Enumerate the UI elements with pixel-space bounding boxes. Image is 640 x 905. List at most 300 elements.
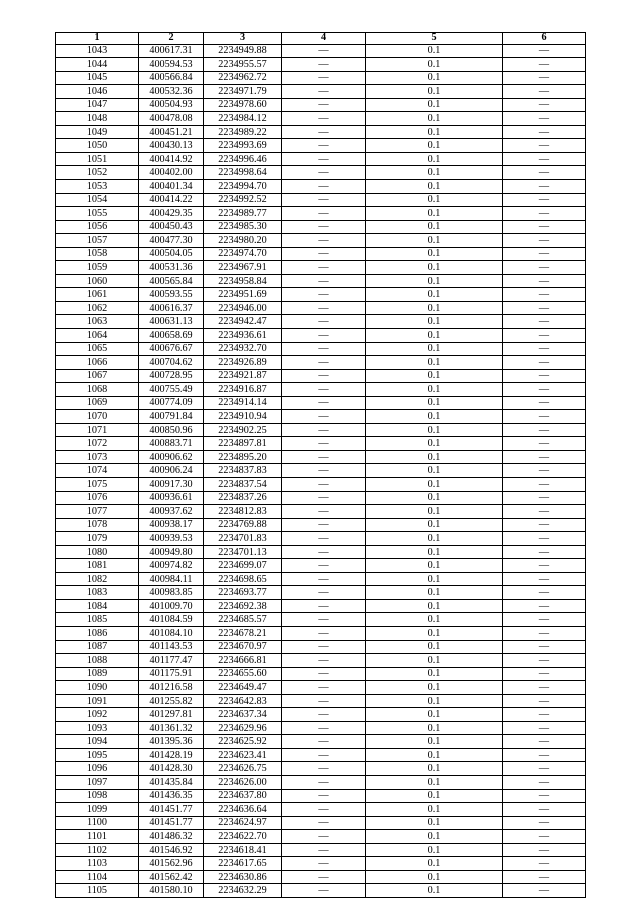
point-number-cell: 1068 — [56, 383, 139, 397]
x-coordinate-cell: 401562.96 — [139, 857, 204, 871]
table-row — [56, 396, 586, 410]
x-coordinate-cell: 400429.35 — [139, 207, 204, 221]
table-row — [56, 179, 586, 193]
column-6-cell: — — [503, 383, 586, 397]
column-5-cell: 0.1 — [366, 789, 503, 803]
column-6-cell: — — [503, 193, 586, 207]
x-coordinate-cell: 400414.92 — [139, 152, 204, 166]
y-coordinate-cell: 2234812.83 — [204, 505, 282, 519]
y-coordinate-cell: 2234837.54 — [204, 478, 282, 492]
x-coordinate-cell: 401084.10 — [139, 627, 204, 641]
column-4-cell: — — [282, 166, 366, 180]
table-row — [56, 559, 586, 573]
x-coordinate-cell: 401428.19 — [139, 748, 204, 762]
column-4-cell: — — [282, 518, 366, 532]
table-row — [56, 125, 586, 139]
column-5-cell: 0.1 — [366, 342, 503, 356]
table-row — [56, 735, 586, 749]
y-coordinate-cell: 2234971.79 — [204, 85, 282, 99]
column-5-cell: 0.1 — [366, 870, 503, 884]
column-5-cell: 0.1 — [366, 166, 503, 180]
point-number-cell: 1075 — [56, 478, 139, 492]
x-coordinate-cell: 400616.37 — [139, 301, 204, 315]
point-number-cell: 1070 — [56, 410, 139, 424]
table-row — [56, 58, 586, 72]
table-row — [56, 803, 586, 817]
point-number-cell: 1065 — [56, 342, 139, 356]
column-5-cell: 0.1 — [366, 599, 503, 613]
point-number-cell: 1089 — [56, 667, 139, 681]
column-5-cell: 0.1 — [366, 437, 503, 451]
column-5-cell: 0.1 — [366, 478, 503, 492]
x-coordinate-cell: 401562.42 — [139, 870, 204, 884]
x-coordinate-cell: 401255.82 — [139, 694, 204, 708]
y-coordinate-cell: 2234837.26 — [204, 491, 282, 505]
column-5-cell: 0.1 — [366, 857, 503, 871]
point-number-cell: 1066 — [56, 356, 139, 370]
y-coordinate-cell: 2234625.92 — [204, 735, 282, 749]
column-6-cell: — — [503, 396, 586, 410]
table-row — [56, 599, 586, 613]
column-6-cell: — — [503, 369, 586, 383]
x-coordinate-cell: 400566.84 — [139, 71, 204, 85]
column-6-cell: — — [503, 559, 586, 573]
y-coordinate-cell: 2234624.97 — [204, 816, 282, 830]
column-5-cell: 0.1 — [366, 58, 503, 72]
y-coordinate-cell: 2234942.47 — [204, 315, 282, 329]
column-4-cell: — — [282, 356, 366, 370]
column-5-cell: 0.1 — [366, 667, 503, 681]
column-4-cell: — — [282, 315, 366, 329]
point-number-cell: 1073 — [56, 450, 139, 464]
y-coordinate-cell: 2234769.88 — [204, 518, 282, 532]
table-row — [56, 518, 586, 532]
x-coordinate-cell: 401361.32 — [139, 721, 204, 735]
column-5-cell: 0.1 — [366, 85, 503, 99]
y-coordinate-cell: 2234951.69 — [204, 288, 282, 302]
table-row — [56, 85, 586, 99]
column-6-cell: — — [503, 830, 586, 844]
column-6-cell: — — [503, 748, 586, 762]
point-number-cell: 1078 — [56, 518, 139, 532]
y-coordinate-cell: 2234895.20 — [204, 450, 282, 464]
column-6-cell: — — [503, 505, 586, 519]
point-number-cell: 1062 — [56, 301, 139, 315]
table-row — [56, 572, 586, 586]
x-coordinate-cell: 400906.24 — [139, 464, 204, 478]
y-coordinate-cell: 2234637.34 — [204, 708, 282, 722]
point-number-cell: 1087 — [56, 640, 139, 654]
column-5-cell: 0.1 — [366, 247, 503, 261]
x-coordinate-cell: 400974.82 — [139, 559, 204, 573]
column-header-6: 6 — [503, 33, 586, 45]
column-5-cell: 0.1 — [366, 98, 503, 112]
column-5-cell: 0.1 — [366, 803, 503, 817]
column-5-cell: 0.1 — [366, 518, 503, 532]
point-number-cell: 1063 — [56, 315, 139, 329]
point-number-cell: 1098 — [56, 789, 139, 803]
y-coordinate-cell: 2234916.87 — [204, 383, 282, 397]
column-6-cell: — — [503, 572, 586, 586]
y-coordinate-cell: 2234989.77 — [204, 207, 282, 221]
column-4-cell: — — [282, 383, 366, 397]
table-row — [56, 748, 586, 762]
column-6-cell: — — [503, 125, 586, 139]
column-6-cell: — — [503, 152, 586, 166]
x-coordinate-cell: 400631.13 — [139, 315, 204, 329]
point-number-cell: 1093 — [56, 721, 139, 735]
column-5-cell: 0.1 — [366, 843, 503, 857]
column-4-cell: — — [282, 478, 366, 492]
column-6-cell: — — [503, 464, 586, 478]
column-6-cell: — — [503, 220, 586, 234]
x-coordinate-cell: 400917.30 — [139, 478, 204, 492]
column-4-cell: — — [282, 681, 366, 695]
table-row — [56, 274, 586, 288]
column-5-cell: 0.1 — [366, 383, 503, 397]
column-5-cell: 0.1 — [366, 884, 503, 898]
x-coordinate-cell: 401216.58 — [139, 681, 204, 695]
column-4-cell: — — [282, 464, 366, 478]
x-coordinate-cell: 400850.96 — [139, 423, 204, 437]
x-coordinate-cell: 401436.35 — [139, 789, 204, 803]
y-coordinate-cell: 2234618.41 — [204, 843, 282, 857]
x-coordinate-cell: 401084.59 — [139, 613, 204, 627]
column-4-cell: — — [282, 71, 366, 85]
table-row — [56, 410, 586, 424]
column-5-cell: 0.1 — [366, 112, 503, 126]
column-4-cell: — — [282, 640, 366, 654]
column-4-cell: — — [282, 586, 366, 600]
column-4-cell: — — [282, 762, 366, 776]
point-number-cell: 1047 — [56, 98, 139, 112]
column-6-cell: — — [503, 857, 586, 871]
column-6-cell: — — [503, 586, 586, 600]
column-6-cell: — — [503, 654, 586, 668]
column-4-cell: — — [282, 207, 366, 221]
table-row — [56, 247, 586, 261]
x-coordinate-cell: 400939.53 — [139, 532, 204, 546]
point-number-cell: 1097 — [56, 776, 139, 790]
column-4-cell: — — [282, 830, 366, 844]
y-coordinate-cell: 2234962.72 — [204, 71, 282, 85]
point-number-cell: 1061 — [56, 288, 139, 302]
column-5-cell: 0.1 — [366, 681, 503, 695]
column-5-cell: 0.1 — [366, 505, 503, 519]
column-5-cell: 0.1 — [366, 776, 503, 790]
column-6-cell: — — [503, 681, 586, 695]
point-number-cell: 1074 — [56, 464, 139, 478]
column-6-cell: — — [503, 85, 586, 99]
point-number-cell: 1090 — [56, 681, 139, 695]
y-coordinate-cell: 2234989.22 — [204, 125, 282, 139]
column-4-cell: — — [282, 58, 366, 72]
column-4-cell: — — [282, 193, 366, 207]
column-4-cell: — — [282, 667, 366, 681]
column-4-cell: — — [282, 139, 366, 153]
table-row — [56, 112, 586, 126]
y-coordinate-cell: 2234637.80 — [204, 789, 282, 803]
column-5-cell: 0.1 — [366, 762, 503, 776]
y-coordinate-cell: 2234642.83 — [204, 694, 282, 708]
point-number-cell: 1081 — [56, 559, 139, 573]
table-row — [56, 857, 586, 871]
column-5-cell: 0.1 — [366, 694, 503, 708]
x-coordinate-cell: 400414.22 — [139, 193, 204, 207]
column-header-5: 5 — [366, 33, 503, 45]
point-number-cell: 1060 — [56, 274, 139, 288]
column-6-cell: — — [503, 735, 586, 749]
table-row — [56, 721, 586, 735]
y-coordinate-cell: 2234974.70 — [204, 247, 282, 261]
column-4-cell: — — [282, 342, 366, 356]
y-coordinate-cell: 2234921.87 — [204, 369, 282, 383]
point-number-cell: 1092 — [56, 708, 139, 722]
column-4-cell: — — [282, 627, 366, 641]
x-coordinate-cell: 400728.95 — [139, 369, 204, 383]
x-coordinate-cell: 401486.32 — [139, 830, 204, 844]
column-5-cell: 0.1 — [366, 613, 503, 627]
column-4-cell: — — [282, 125, 366, 139]
table-row — [56, 545, 586, 559]
column-4-cell: — — [282, 884, 366, 898]
column-6-cell: — — [503, 789, 586, 803]
table-row — [56, 44, 586, 58]
column-4-cell: — — [282, 748, 366, 762]
point-number-cell: 1044 — [56, 58, 139, 72]
column-5-cell: 0.1 — [366, 301, 503, 315]
point-number-cell: 1105 — [56, 884, 139, 898]
column-6-cell: — — [503, 234, 586, 248]
column-header-2: 2 — [139, 33, 204, 45]
column-5-cell: 0.1 — [366, 572, 503, 586]
column-4-cell: — — [282, 776, 366, 790]
column-5-cell: 0.1 — [366, 44, 503, 58]
column-6-cell: — — [503, 301, 586, 315]
column-5-cell: 0.1 — [366, 735, 503, 749]
coordinates-table — [55, 32, 586, 898]
table-row — [56, 586, 586, 600]
column-4-cell: — — [282, 247, 366, 261]
table-row — [56, 505, 586, 519]
column-4-cell: — — [282, 396, 366, 410]
y-coordinate-cell: 2234926.89 — [204, 356, 282, 370]
x-coordinate-cell: 400565.84 — [139, 274, 204, 288]
column-6-cell: — — [503, 532, 586, 546]
table-row — [56, 356, 586, 370]
column-6-cell: — — [503, 410, 586, 424]
y-coordinate-cell: 2234701.83 — [204, 532, 282, 546]
x-coordinate-cell: 401177.47 — [139, 654, 204, 668]
x-coordinate-cell: 400531.36 — [139, 261, 204, 275]
column-6-cell: — — [503, 166, 586, 180]
point-number-cell: 1052 — [56, 166, 139, 180]
y-coordinate-cell: 2234698.65 — [204, 572, 282, 586]
column-5-cell: 0.1 — [366, 152, 503, 166]
x-coordinate-cell: 401175.91 — [139, 667, 204, 681]
column-5-cell: 0.1 — [366, 207, 503, 221]
column-4-cell: — — [282, 301, 366, 315]
column-4-cell: — — [282, 613, 366, 627]
column-5-cell: 0.1 — [366, 640, 503, 654]
column-5-cell: 0.1 — [366, 369, 503, 383]
x-coordinate-cell: 400791.84 — [139, 410, 204, 424]
y-coordinate-cell: 2234837.83 — [204, 464, 282, 478]
table-row — [56, 627, 586, 641]
x-coordinate-cell: 400593.55 — [139, 288, 204, 302]
document-page — [55, 32, 585, 898]
column-4-cell: — — [282, 179, 366, 193]
y-coordinate-cell: 2234629.96 — [204, 721, 282, 735]
y-coordinate-cell: 2234993.69 — [204, 139, 282, 153]
column-5-cell: 0.1 — [366, 356, 503, 370]
table-row — [56, 789, 586, 803]
column-5-cell: 0.1 — [366, 721, 503, 735]
point-number-cell: 1053 — [56, 179, 139, 193]
point-number-cell: 1104 — [56, 870, 139, 884]
column-4-cell: — — [282, 559, 366, 573]
point-number-cell: 1076 — [56, 491, 139, 505]
column-4-cell: — — [282, 112, 366, 126]
table-row — [56, 220, 586, 234]
column-4-cell: — — [282, 220, 366, 234]
x-coordinate-cell: 400936.61 — [139, 491, 204, 505]
table-row — [56, 301, 586, 315]
table-row — [56, 843, 586, 857]
table-row — [56, 654, 586, 668]
point-number-cell: 1064 — [56, 328, 139, 342]
point-number-cell: 1050 — [56, 139, 139, 153]
column-4-cell: — — [282, 152, 366, 166]
y-coordinate-cell: 2234655.60 — [204, 667, 282, 681]
point-number-cell: 1054 — [56, 193, 139, 207]
y-coordinate-cell: 2234626.00 — [204, 776, 282, 790]
column-4-cell: — — [282, 721, 366, 735]
table-row — [56, 437, 586, 451]
x-coordinate-cell: 400938.17 — [139, 518, 204, 532]
column-5-cell: 0.1 — [366, 139, 503, 153]
point-number-cell: 1051 — [56, 152, 139, 166]
column-6-cell: — — [503, 247, 586, 261]
point-number-cell: 1102 — [56, 843, 139, 857]
y-coordinate-cell: 2234996.46 — [204, 152, 282, 166]
point-number-cell: 1091 — [56, 694, 139, 708]
x-coordinate-cell: 400984.11 — [139, 572, 204, 586]
point-number-cell: 1059 — [56, 261, 139, 275]
y-coordinate-cell: 2234994.70 — [204, 179, 282, 193]
column-6-cell: — — [503, 342, 586, 356]
point-number-cell: 1103 — [56, 857, 139, 871]
y-coordinate-cell: 2234685.57 — [204, 613, 282, 627]
table-row — [56, 98, 586, 112]
column-5-cell: 0.1 — [366, 71, 503, 85]
column-4-cell: — — [282, 735, 366, 749]
column-5-cell: 0.1 — [366, 234, 503, 248]
column-6-cell: — — [503, 721, 586, 735]
column-4-cell: — — [282, 694, 366, 708]
point-number-cell: 1069 — [56, 396, 139, 410]
column-6-cell: — — [503, 478, 586, 492]
point-number-cell: 1101 — [56, 830, 139, 844]
x-coordinate-cell: 400430.13 — [139, 139, 204, 153]
point-number-cell: 1077 — [56, 505, 139, 519]
column-6-cell: — — [503, 776, 586, 790]
column-4-cell: — — [282, 789, 366, 803]
table-row — [56, 667, 586, 681]
table-row — [56, 532, 586, 546]
x-coordinate-cell: 400617.31 — [139, 44, 204, 58]
y-coordinate-cell: 2234626.75 — [204, 762, 282, 776]
column-5-cell: 0.1 — [366, 559, 503, 573]
table-body — [56, 44, 586, 897]
x-coordinate-cell: 401009.70 — [139, 599, 204, 613]
column-5-cell: 0.1 — [366, 816, 503, 830]
x-coordinate-cell: 400658.69 — [139, 328, 204, 342]
column-6-cell: — — [503, 423, 586, 437]
column-5-cell: 0.1 — [366, 288, 503, 302]
column-4-cell: — — [282, 369, 366, 383]
table-row — [56, 491, 586, 505]
x-coordinate-cell: 401395.36 — [139, 735, 204, 749]
point-number-cell: 1082 — [56, 572, 139, 586]
table-row — [56, 423, 586, 437]
column-6-cell: — — [503, 627, 586, 641]
y-coordinate-cell: 2234958.84 — [204, 274, 282, 288]
column-6-cell: — — [503, 98, 586, 112]
column-5-cell: 0.1 — [366, 748, 503, 762]
x-coordinate-cell: 401546.92 — [139, 843, 204, 857]
column-6-cell: — — [503, 613, 586, 627]
column-4-cell: — — [282, 816, 366, 830]
y-coordinate-cell: 2234632.29 — [204, 884, 282, 898]
y-coordinate-cell: 2234897.81 — [204, 437, 282, 451]
x-coordinate-cell: 400451.21 — [139, 125, 204, 139]
table-row — [56, 450, 586, 464]
column-4-cell: — — [282, 545, 366, 559]
column-6-cell: — — [503, 491, 586, 505]
point-number-cell: 1079 — [56, 532, 139, 546]
point-number-cell: 1072 — [56, 437, 139, 451]
table-row — [56, 681, 586, 695]
point-number-cell: 1049 — [56, 125, 139, 139]
y-coordinate-cell: 2234670.97 — [204, 640, 282, 654]
x-coordinate-cell: 401428.30 — [139, 762, 204, 776]
column-4-cell: — — [282, 437, 366, 451]
column-4-cell: — — [282, 261, 366, 275]
column-6-cell: — — [503, 694, 586, 708]
column-6-cell: — — [503, 139, 586, 153]
table-row — [56, 315, 586, 329]
x-coordinate-cell: 400774.09 — [139, 396, 204, 410]
y-coordinate-cell: 2234617.65 — [204, 857, 282, 871]
column-6-cell: — — [503, 803, 586, 817]
column-4-cell: — — [282, 85, 366, 99]
table-row — [56, 464, 586, 478]
y-coordinate-cell: 2234949.88 — [204, 44, 282, 58]
column-6-cell: — — [503, 274, 586, 288]
column-6-cell: — — [503, 288, 586, 302]
column-6-cell: — — [503, 450, 586, 464]
y-coordinate-cell: 2234984.12 — [204, 112, 282, 126]
column-6-cell: — — [503, 315, 586, 329]
column-4-cell: — — [282, 654, 366, 668]
point-number-cell: 1083 — [56, 586, 139, 600]
point-number-cell: 1046 — [56, 85, 139, 99]
point-number-cell: 1094 — [56, 735, 139, 749]
x-coordinate-cell: 400402.00 — [139, 166, 204, 180]
column-4-cell: — — [282, 328, 366, 342]
column-6-cell: — — [503, 762, 586, 776]
